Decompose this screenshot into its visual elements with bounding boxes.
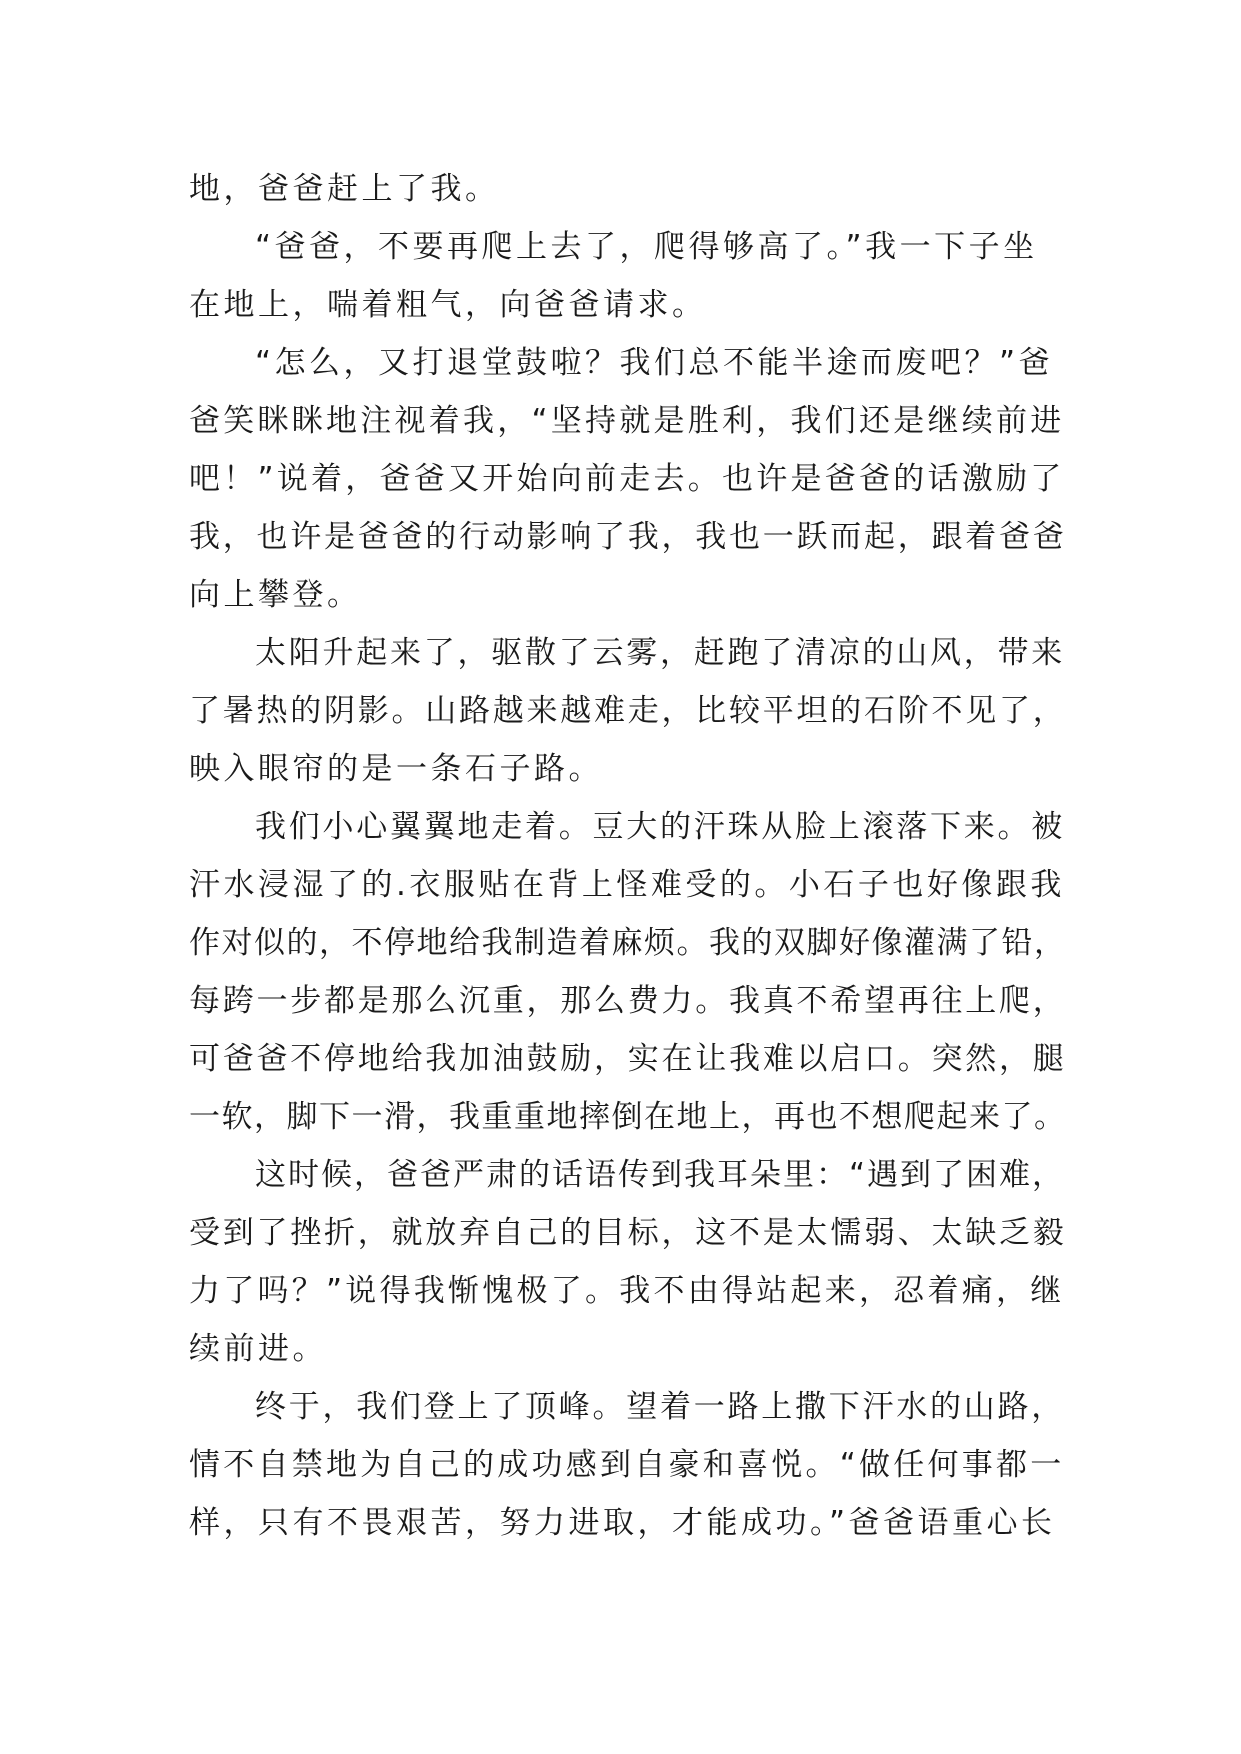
- text-line: 映入眼帘的是一条石子路。: [189, 751, 603, 787]
- text-line: 我们小心翼翼地走着。豆大的汗珠从脸上滚落下来。被: [255, 809, 1065, 845]
- text-line: 我，也许是爸爸的行动影响了我，我也一跃而起，跟着爸爸: [189, 519, 1067, 555]
- text-line: 情不自禁地为自己的成功感到自豪和喜悦。“做任何事都一: [189, 1447, 1065, 1483]
- text-line: 汗水浸湿了的.衣服贴在背上怪难受的。小石子也好像跟我: [189, 867, 1065, 903]
- text-line: 爸笑眯眯地注视着我，“坚持就是胜利，我们还是继续前进: [189, 403, 1065, 439]
- text-line: 了暑热的阴影。山路越来越难走，比较平坦的石阶不见了，: [189, 693, 1067, 729]
- text-line: 可爸爸不停地给我加油鼓励，实在让我难以启口。突然，腿: [189, 1041, 1067, 1077]
- text-line: 一软，脚下一滑，我重重地摔倒在地上，再也不想爬起来了。: [189, 1099, 1067, 1135]
- text-line: “怎么，又打退堂鼓啦？我们总不能半途而废吧？”爸: [255, 345, 1054, 381]
- essay-body: [189, 160, 1069, 1552]
- text-line: 太阳升起来了，驱散了云雾，赶跑了清凉的山风，带来: [255, 635, 1065, 671]
- text-line: “爸爸，不要再爬上去了，爬得够高了。”我一下子坐: [255, 229, 1038, 265]
- text-line: 续前进。: [189, 1331, 327, 1367]
- text-line: 吧！”说着，爸爸又开始向前走去。也许是爸爸的话激励了: [189, 461, 1065, 497]
- text-line: 每跨一步都是那么沉重，那么费力。我真不希望再往上爬，: [189, 983, 1067, 1019]
- text-line: 终于，我们登上了顶峰。望着一路上撒下汗水的山路，: [255, 1389, 1065, 1425]
- text-line: 样，只有不畏艰苦，努力进取，才能成功。”爸爸语重心长: [189, 1505, 1056, 1541]
- text-line: 向上攀登。: [189, 577, 362, 613]
- text-line: 力了吗？”说得我惭愧极了。我不由得站起来，忍着痛，继: [189, 1273, 1065, 1309]
- text-line: 地，爸爸赶上了我。: [189, 171, 500, 207]
- text-line: 作对似的，不停地给我制造着麻烦。我的双脚好像灌满了铅，: [189, 925, 1067, 961]
- text-line: 在地上，喘着粗气，向爸爸请求。: [189, 287, 707, 323]
- text-line: 受到了挫折，就放弃自己的目标，这不是太懦弱、太缺乏毅: [189, 1215, 1067, 1251]
- text-line: 这时候，爸爸严肃的话语传到我耳朵里：“遇到了困难，: [255, 1157, 1066, 1193]
